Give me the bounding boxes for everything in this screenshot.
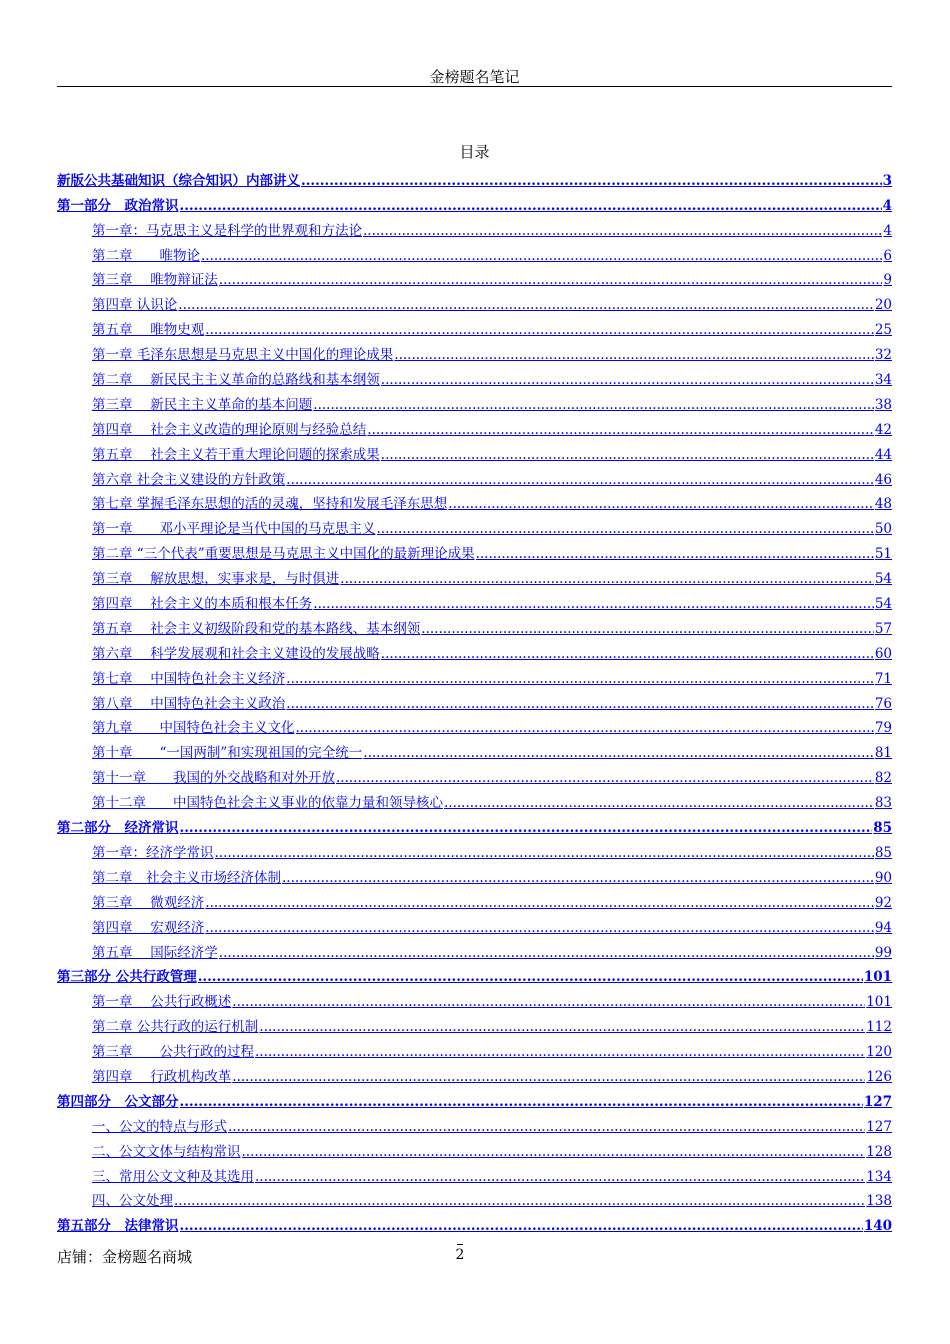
toc-dot-leader xyxy=(255,1169,865,1185)
toc-entry-page: 46 xyxy=(874,471,892,488)
toc-dot-leader xyxy=(232,994,865,1010)
toc-entry-page: 50 xyxy=(874,521,892,538)
toc-dot-leader xyxy=(381,646,874,662)
toc-chapter-link[interactable] xyxy=(57,313,892,338)
toc-entry-page: 32 xyxy=(874,347,892,364)
toc-dot-leader xyxy=(313,596,874,612)
toc-entry-label: 第一章：马克思主义是科学的世界观和方法论 xyxy=(92,222,362,239)
toc-entry-label: 第三章 唯物辩证法 xyxy=(92,272,218,289)
toc-chapter-link[interactable] xyxy=(57,687,892,712)
toc-part-link[interactable] xyxy=(57,811,892,836)
toc-entry-label: 第六章 科学发展观和社会主义建设的发展战略 xyxy=(92,645,380,662)
toc-entry-label: 新版公共基础知识（综合知识）内部讲义 xyxy=(57,172,300,189)
toc-entry-label: 第六章 社会主义建设的方针政策 xyxy=(92,471,286,488)
toc-dot-leader xyxy=(215,845,874,861)
toc-chapter-link[interactable] xyxy=(57,488,892,513)
toc-entry-page: 48 xyxy=(874,496,892,513)
toc-entry-page: 42 xyxy=(874,421,892,438)
toc-entry-page: 82 xyxy=(874,770,892,787)
toc-chapter-link[interactable] xyxy=(57,214,892,239)
toc-entry-label: 第五章 社会主义若干重大理论问题的探索成果 xyxy=(92,446,380,463)
toc-dot-leader xyxy=(228,1119,865,1135)
toc-entry-label: 三、常用公文文种及其选用 xyxy=(92,1168,254,1185)
toc-dot-leader xyxy=(242,1144,866,1160)
toc-chapter-link[interactable] xyxy=(57,288,892,313)
toc-chapter-link[interactable] xyxy=(57,1135,892,1160)
toc-dot-leader xyxy=(180,1218,863,1234)
toc-dot-leader xyxy=(255,1044,865,1060)
toc-chapter-link[interactable] xyxy=(57,463,892,488)
toc-entry-page: 76 xyxy=(874,695,892,712)
toc-entry-page: 20 xyxy=(874,297,892,314)
toc-chapter-link[interactable] xyxy=(57,388,892,413)
toc-chapter-link[interactable] xyxy=(57,239,892,264)
toc-chapter-link[interactable] xyxy=(57,587,892,612)
toc-dot-leader xyxy=(286,671,874,687)
toc-dot-leader xyxy=(448,496,874,512)
toc-dot-leader xyxy=(394,347,874,363)
toc-dot-leader xyxy=(205,920,874,936)
toc-entry-label: 第一章 毛泽东思想是马克思主义中国化的理论成果 xyxy=(92,347,394,364)
toc-part-link[interactable] xyxy=(57,189,892,214)
toc-chapter-link[interactable] xyxy=(57,836,892,861)
toc-entry-label: 第十一章 我国的外交战略和对外开放 xyxy=(92,770,335,787)
toc-dot-leader xyxy=(340,571,874,587)
toc-entry-page: 38 xyxy=(874,396,892,413)
toc-entry-label: 第一章 邓小平理论是当代中国的马克思主义 xyxy=(92,521,376,538)
toc-chapter-link[interactable] xyxy=(57,712,892,737)
toc-entry-page: 44 xyxy=(874,446,892,463)
toc-chapter-link[interactable] xyxy=(57,363,892,388)
toc-dot-leader xyxy=(180,820,873,836)
toc-part-link[interactable] xyxy=(57,1085,892,1110)
toc-entry-page: 57 xyxy=(874,620,892,637)
toc-dot-leader xyxy=(201,248,882,264)
toc-entry-label: 一、公文的特点与形式 xyxy=(92,1118,227,1135)
toc-dot-leader xyxy=(198,969,863,985)
toc-entry-label: 第九章 中国特色社会主义文化 xyxy=(92,720,295,737)
toc-chapter-link[interactable] xyxy=(57,985,892,1010)
toc-entry-label: 二、公文文体与结构常识 xyxy=(92,1143,241,1160)
toc-entry-label: 第三章 解放思想，实事求是，与时俱进 xyxy=(92,571,340,588)
toc-dot-leader xyxy=(286,696,874,712)
toc-entry-page: 25 xyxy=(874,322,892,339)
toc-chapter-link[interactable] xyxy=(57,338,892,363)
toc-dot-leader xyxy=(232,1069,865,1085)
toc-entry-page: 134 xyxy=(866,1168,892,1185)
toc-chapter-link[interactable] xyxy=(57,936,892,961)
toc-entry-label: 第一章 公共行政概述 xyxy=(92,994,232,1011)
toc-entry-page: 71 xyxy=(874,670,892,687)
toc-entry-label: 第四章 社会主义改造的理论原则与经验总结 xyxy=(92,421,367,438)
toc-dot-leader xyxy=(313,397,874,413)
toc-dot-leader xyxy=(421,621,874,637)
toc-dot-leader xyxy=(259,1019,865,1035)
toc-dot-leader xyxy=(178,297,874,313)
toc-chapter-link[interactable] xyxy=(57,537,892,562)
toc-entry-page: 60 xyxy=(874,645,892,662)
toc-chapter-link[interactable] xyxy=(57,264,892,289)
toc-chapter-link[interactable] xyxy=(57,736,892,761)
toc-dot-leader xyxy=(377,521,874,537)
table-of-contents xyxy=(57,164,892,1234)
page-number-mark xyxy=(457,1244,463,1245)
toc-entry-label: 第三章 公共行政的过程 xyxy=(92,1044,254,1061)
page-number-text: 2 xyxy=(455,1247,465,1263)
toc-entry-label: 第四部分 公文部分 xyxy=(57,1093,179,1110)
toc-entry-page: 127 xyxy=(866,1118,892,1135)
toc-dot-leader xyxy=(296,720,874,736)
toc-entry-label: 第二部分 经济常识 xyxy=(57,820,179,837)
toc-chapter-link[interactable] xyxy=(57,1185,892,1210)
toc-entry-label: 第三章 新民主主义革命的基本问题 xyxy=(92,396,313,413)
toc-entry-page: 92 xyxy=(874,894,892,911)
toc-dot-leader xyxy=(381,372,874,388)
toc-chapter-link[interactable] xyxy=(57,562,892,587)
toc-dot-leader xyxy=(367,422,874,438)
toc-entry-page: 90 xyxy=(874,869,892,886)
toc-entry-label: 第二章 社会主义市场经济体制 xyxy=(92,869,281,886)
toc-entry-label: 第四章 社会主义的本质和根本任务 xyxy=(92,596,313,613)
toc-entry-page: 127 xyxy=(863,1093,892,1110)
toc-entry-label: 第二章 “三个代表”重要思想是马克思主义中国化的最新理论成果 xyxy=(92,546,475,563)
toc-entry-page: 94 xyxy=(874,919,892,936)
toc-entry-page: 138 xyxy=(866,1193,892,1210)
toc-part-link[interactable] xyxy=(57,164,892,189)
toc-entry-label: 第三部分 公共行政管理 xyxy=(57,969,197,986)
toc-dot-leader xyxy=(363,223,882,239)
toc-dot-leader xyxy=(476,546,874,562)
toc-entry-label: 第七章 中国特色社会主义经济 xyxy=(92,670,286,687)
footer-page-number xyxy=(440,1244,480,1263)
page-header-title: 金榜题名笔记 xyxy=(429,68,520,86)
toc-entry-page: 54 xyxy=(874,596,892,613)
toc-entry-page: 101 xyxy=(863,969,892,986)
toc-entry-label: 第二章 新民民主主义革命的总路线和基本纲领 xyxy=(92,372,380,389)
toc-chapter-link[interactable] xyxy=(57,413,892,438)
toc-chapter-link[interactable] xyxy=(57,662,892,687)
toc-entry-page: 140 xyxy=(863,1218,892,1235)
toc-entry-label: 第一部分 政治常识 xyxy=(57,197,179,214)
toc-entry-label: 第四章 宏观经济 xyxy=(92,919,205,936)
toc-entry-label: 第四章 行政机构改革 xyxy=(92,1068,232,1085)
toc-chapter-link[interactable] xyxy=(57,911,892,936)
toc-entry-page: 54 xyxy=(874,571,892,588)
toc-chapter-link[interactable] xyxy=(57,861,892,886)
toc-entry-label: 四、公文处理 xyxy=(92,1193,173,1210)
toc-entry-page: 112 xyxy=(866,1019,892,1036)
toc-entry-page: 83 xyxy=(874,795,892,812)
toc-entry-page: 126 xyxy=(866,1068,892,1085)
toc-entry-page: 9 xyxy=(883,272,892,289)
toc-entry-label: 第一章：经济学常识 xyxy=(92,844,214,861)
toc-chapter-link[interactable] xyxy=(57,761,892,786)
toc-chapter-link[interactable] xyxy=(57,438,892,463)
toc-entry-page: 101 xyxy=(866,994,892,1011)
toc-entry-label: 第五章 国际经济学 xyxy=(92,944,218,961)
toc-entry-page: 85 xyxy=(874,844,892,861)
toc-entry-label: 第三章 微观经济 xyxy=(92,894,205,911)
toc-dot-leader xyxy=(205,322,874,338)
toc-entry-label: 第五章 唯物史观 xyxy=(92,322,205,339)
toc-chapter-link[interactable] xyxy=(57,637,892,662)
header-divider xyxy=(57,86,892,87)
footer-shop-name: 店铺：金榜题名商城 xyxy=(57,1248,193,1266)
toc-entry-page: 4 xyxy=(883,222,892,239)
toc-entry-label: 第十章 “一国两制”和实现祖国的完全统一 xyxy=(92,745,363,762)
toc-entry-page: 120 xyxy=(866,1044,892,1061)
toc-entry-page: 79 xyxy=(874,720,892,737)
toc-chapter-link[interactable] xyxy=(57,786,892,811)
toc-entry-label: 第五部分 法律常识 xyxy=(57,1218,179,1235)
toc-entry-page: 34 xyxy=(874,372,892,389)
toc-dot-leader xyxy=(282,870,874,886)
toc-chapter-link[interactable] xyxy=(57,1060,892,1085)
toc-entry-label: 第四章 认识论 xyxy=(92,297,178,314)
toc-dot-leader xyxy=(180,1094,863,1110)
toc-chapter-link[interactable] xyxy=(57,1160,892,1185)
toc-entry-label: 第二章 公共行政的运行机制 xyxy=(92,1019,259,1036)
toc-entry-page: 85 xyxy=(873,820,892,837)
toc-chapter-link[interactable] xyxy=(57,1010,892,1035)
toc-entry-page: 6 xyxy=(883,247,892,264)
toc-entry-label: 第二章 唯物论 xyxy=(92,247,200,264)
toc-entry-page: 51 xyxy=(874,546,892,563)
toc-dot-leader xyxy=(219,272,883,288)
toc-entry-page: 81 xyxy=(874,745,892,762)
toc-title: 目录 xyxy=(459,143,490,161)
toc-dot-leader xyxy=(286,472,874,488)
toc-chapter-link[interactable] xyxy=(57,512,892,537)
toc-dot-leader xyxy=(219,945,874,961)
toc-entry-label: 第五章 社会主义初级阶段和党的基本路线、基本纲领 xyxy=(92,620,421,637)
toc-dot-leader xyxy=(444,795,874,811)
toc-dot-leader xyxy=(381,447,874,463)
toc-dot-leader xyxy=(174,1193,865,1209)
toc-chapter-link[interactable] xyxy=(57,886,892,911)
toc-part-link[interactable] xyxy=(57,1209,892,1234)
toc-entry-label: 第七章 掌握毛泽东思想的活的灵魂，坚持和发展毛泽东思想 xyxy=(92,496,448,513)
toc-dot-leader xyxy=(180,198,882,214)
toc-chapter-link[interactable] xyxy=(57,612,892,637)
toc-entry-page: 3 xyxy=(882,172,892,189)
toc-dot-leader xyxy=(205,895,874,911)
toc-entry-label: 第八章 中国特色社会主义政治 xyxy=(92,695,286,712)
toc-entry-page: 4 xyxy=(882,197,892,214)
toc-chapter-link[interactable] xyxy=(57,1035,892,1060)
toc-dot-leader xyxy=(301,173,882,189)
toc-entry-label: 第十二章 中国特色社会主义事业的依靠力量和领导核心 xyxy=(92,795,443,812)
toc-dot-leader xyxy=(336,770,874,786)
toc-part-link[interactable] xyxy=(57,961,892,986)
toc-entry-page: 99 xyxy=(874,944,892,961)
toc-dot-leader xyxy=(363,745,874,761)
toc-entry-page: 128 xyxy=(866,1143,892,1160)
toc-chapter-link[interactable] xyxy=(57,1110,892,1135)
